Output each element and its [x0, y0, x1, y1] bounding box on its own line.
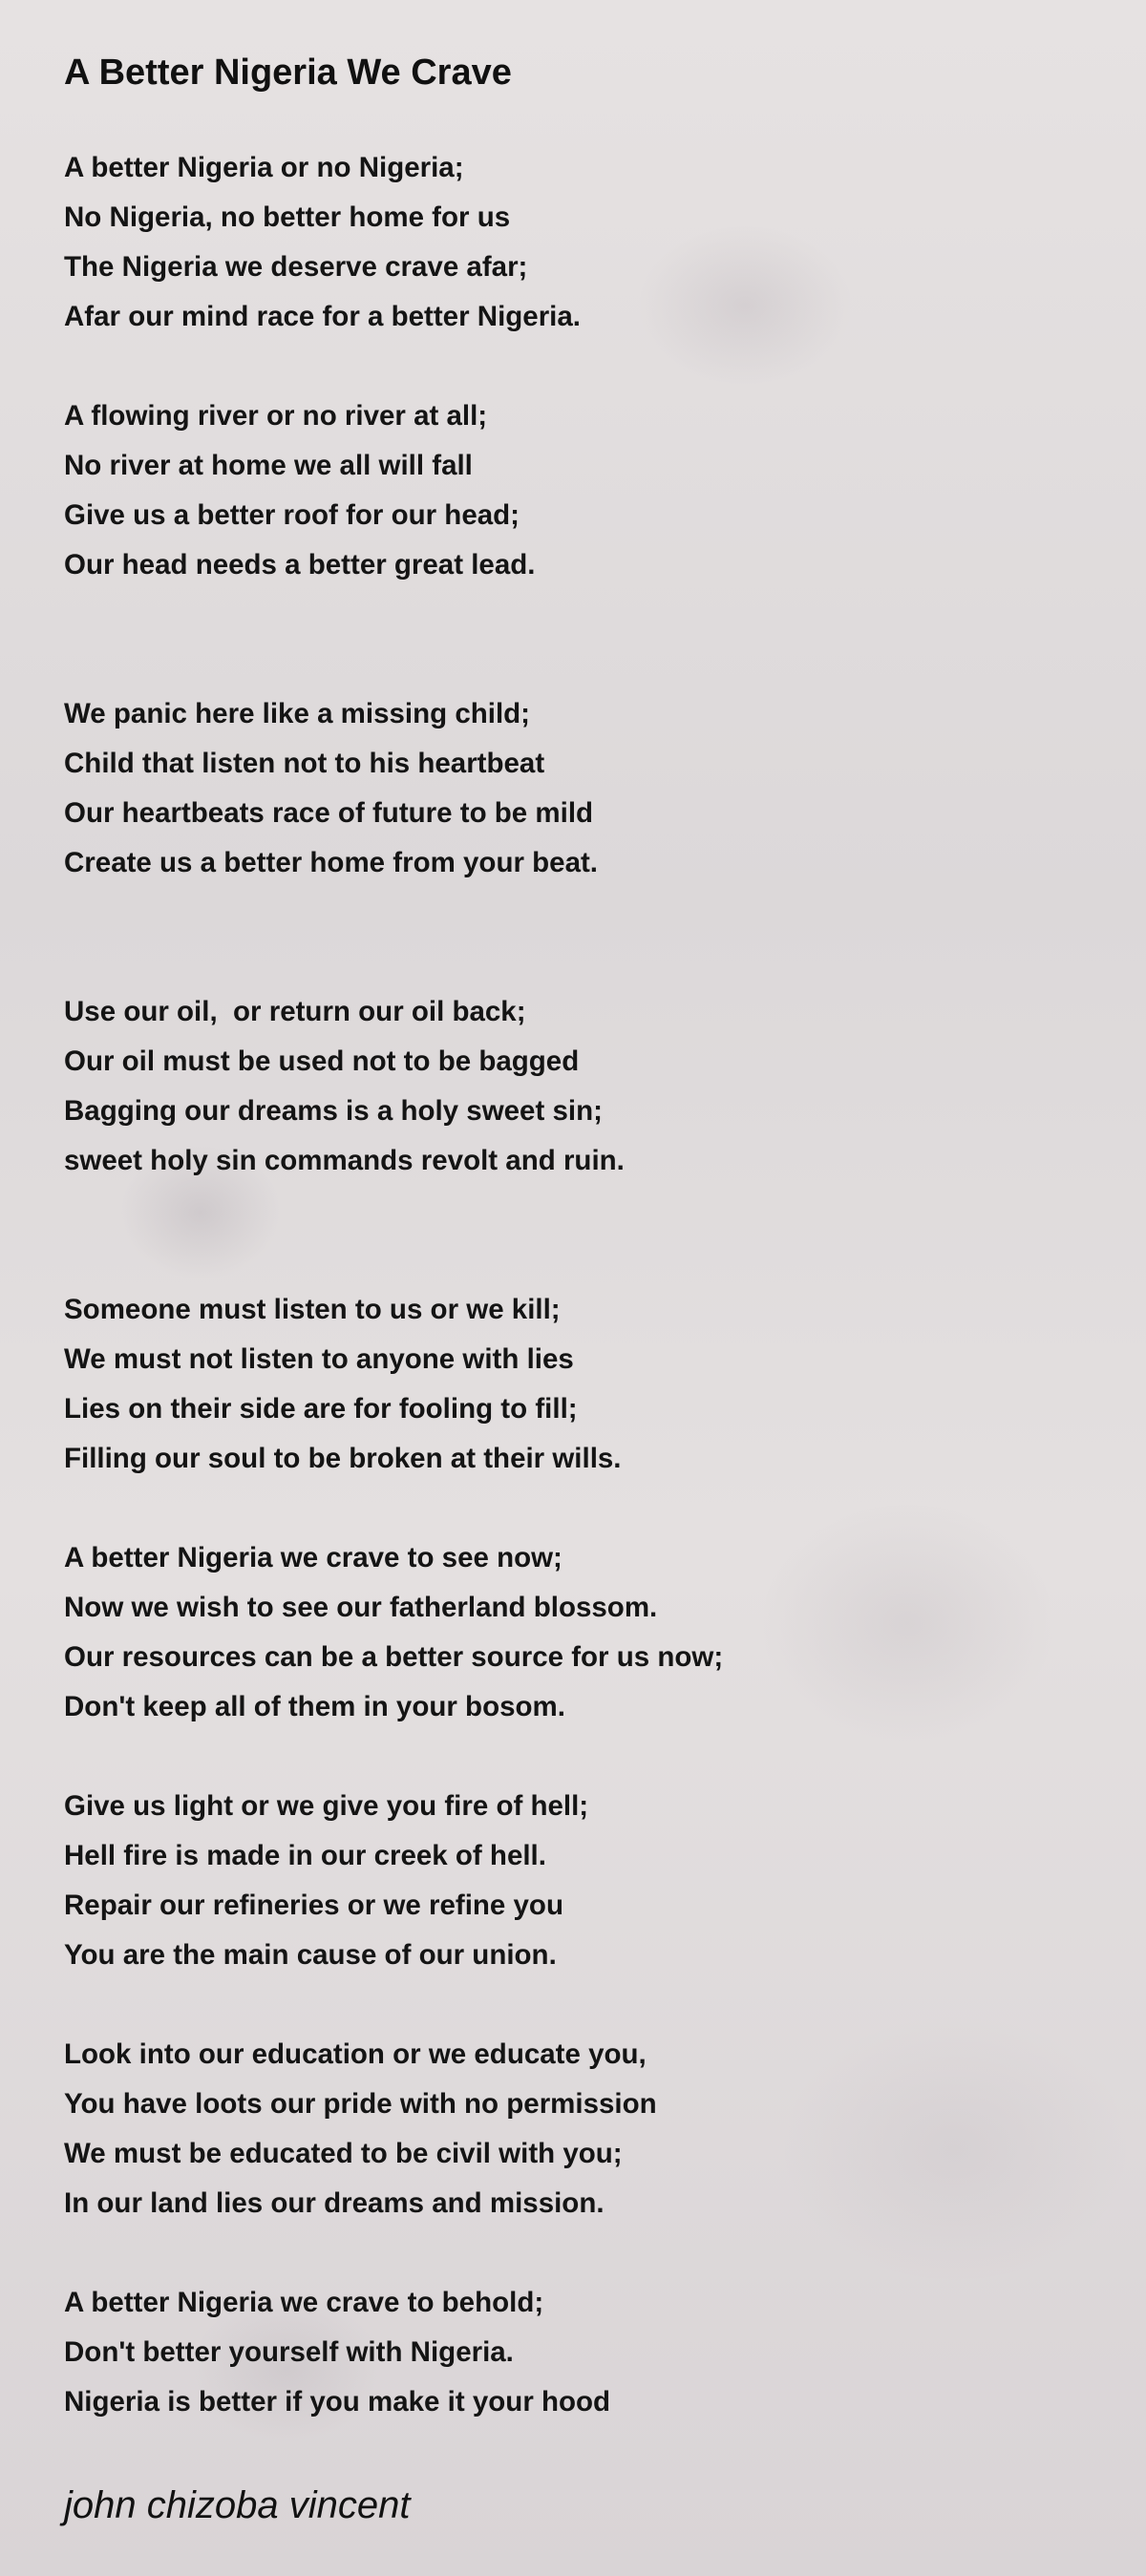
poem-line: Someone must listen to us or we kill; — [64, 1294, 561, 1325]
poem-title: A Better Nigeria We Crave — [64, 53, 512, 93]
stanza-gap — [64, 888, 1095, 987]
poem-line: Filling our soul to be broken at their wills. — [64, 1443, 622, 1474]
poem-line: Our oil must be used not to be bagged — [64, 1045, 580, 1077]
poem-line: In our land lies our dreams and mission. — [64, 2187, 605, 2219]
poem-line: A flowing river or no river at all; — [64, 400, 488, 432]
poem-author: john chizoba vincent — [64, 2484, 411, 2526]
poem-line: A better Nigeria we crave to behold; — [64, 2287, 544, 2318]
stanza-2 — [64, 391, 1095, 590]
poem-line: You are the main cause of our union. — [64, 1939, 557, 1971]
poem-line: Nigeria is better if you make it your hood — [64, 2386, 611, 2418]
stanza-gap — [64, 342, 1095, 391]
poem-line: No Nigeria, no better home for us — [64, 201, 511, 233]
stanza-8 — [64, 2030, 1095, 2228]
stanza-gap — [64, 1980, 1095, 2030]
poem-line: Give us a better roof for our head; — [64, 499, 520, 531]
poem-line: Give us light or we give you fire of hell; — [64, 1790, 589, 1822]
poem-line: We must not listen to anyone with lies — [64, 1343, 574, 1375]
poem-line: Lies on their side are for fooling to fill; — [64, 1393, 578, 1425]
stanza-3 — [64, 689, 1095, 888]
poem-line: Now we wish to see our fatherland blossom. — [64, 1592, 658, 1623]
poem-line: Use our oil, or return our oil back; — [64, 996, 526, 1027]
stanza-6 — [64, 1533, 1095, 1732]
poem-line: Our head needs a better great lead. — [64, 549, 536, 581]
poem-line: Our heartbeats race of future to be mild — [64, 797, 594, 829]
poem-line: Hell fire is made in our creek of hell. — [64, 1840, 546, 1871]
stanza-7 — [64, 1782, 1095, 1980]
poem-line: Don't better yourself with Nigeria. — [64, 2336, 514, 2368]
poem-line: A better Nigeria or no Nigeria; — [64, 152, 464, 183]
poem-line: Create us a better home from your beat. — [64, 847, 599, 878]
poem-line: Afar our mind race for a better Nigeria. — [64, 301, 581, 332]
stanza-gap — [64, 1732, 1095, 1782]
poem-line: Repair our refineries or we refine you — [64, 1890, 563, 1921]
poem-line: No river at home we all will fall — [64, 450, 473, 481]
poem-line: Bagging our dreams is a holy sweet sin; — [64, 1095, 603, 1127]
stanza-gap — [64, 590, 1095, 689]
stanza-5 — [64, 1285, 1095, 1484]
stanza-1 — [64, 143, 1095, 342]
poem-line: Child that listen not to his heartbeat — [64, 748, 545, 779]
poem-line: We must be educated to be civil with you; — [64, 2138, 623, 2169]
stanza-9 — [64, 2278, 1095, 2427]
poem-line: The Nigeria we deserve crave afar; — [64, 251, 528, 283]
poem-line: You have loots our pride with no permission — [64, 2088, 657, 2120]
poem-line: Our resources can be a better source for us now; — [64, 1641, 724, 1673]
stanza-gap — [64, 1186, 1095, 1285]
poem-line: Don't keep all of them in your bosom. — [64, 1691, 565, 1722]
poem-line: A better Nigeria we crave to see now; — [64, 1542, 562, 1573]
poem-line: sweet holy sin commands revolt and ruin. — [64, 1145, 625, 1176]
stanza-4 — [64, 987, 1095, 1186]
stanza-gap — [64, 2228, 1095, 2278]
stanza-gap — [64, 1484, 1095, 1533]
poem-line: We panic here like a missing child; — [64, 698, 531, 729]
poem-body — [64, 143, 1095, 2427]
poem-line: Look into our education or we educate you, — [64, 2038, 647, 2070]
